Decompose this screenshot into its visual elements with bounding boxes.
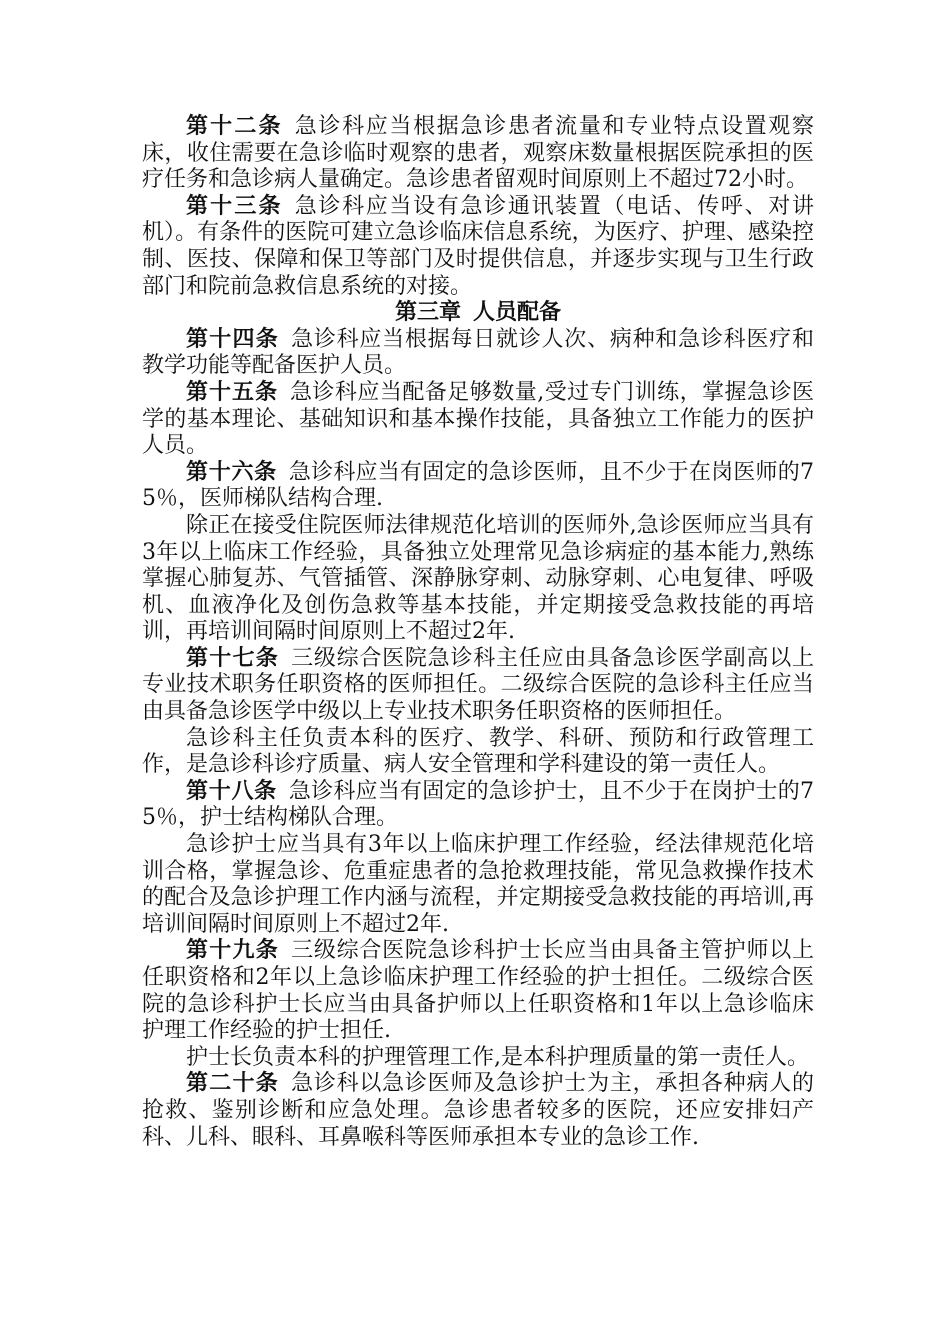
article-number: 第十五条 — [186, 379, 278, 405]
paragraph-text: 急诊科主任负责本科的医疗、教学、科研、预防和行政管理工作，是急诊科诊疗质量、病人安全管理和学科建设的第一责任人。 — [142, 725, 814, 778]
article-number: 第十六条 — [186, 459, 277, 485]
article-18-cont — [142, 832, 814, 938]
article-text: 急诊科应当有固定的急诊医师，且不少于在岗医师的75％，医师梯队结构合理. — [142, 459, 814, 512]
article-text: 急诊科应当根据急诊患者流量和专业特点设置观察床，收住需要在急诊临时观察的患者，观察床数量根据医院承担的医疗任务和急诊病人量确定。急诊患者留观时间原则上不超过72小时。 — [142, 114, 814, 193]
article-text: 急诊科应当根据每日就诊人次、病种和急诊科医疗和教学功能等配备医护人员。 — [142, 326, 814, 379]
chapter-title: 人员配备 — [473, 300, 562, 326]
article-17 — [142, 646, 814, 726]
article-text: 急诊科应当设有急诊通讯装置（电话、传呼、对讲机）。有条件的医院可建立急诊临床信息系统，为医疗、护理、感染控制、医技、保障和保卫等部门及时提供信息，并逐步实现与卫生行政部门和院前急救信息系统的对接。 — [142, 193, 814, 299]
article-17-cont — [142, 726, 814, 779]
article-number: 第十四条 — [186, 326, 280, 352]
article-18 — [142, 779, 814, 832]
article-19 — [142, 938, 814, 1044]
article-19-cont — [142, 1045, 814, 1072]
article-text: 急诊科应当有固定的急诊护士，且不少于在岗护士的75％，护士结构梯队合理。 — [142, 778, 814, 831]
article-20 — [142, 1071, 814, 1151]
article-number: 第十七条 — [186, 645, 280, 671]
article-14 — [142, 327, 814, 380]
article-16-cont — [142, 513, 814, 646]
chapter-heading — [142, 300, 814, 327]
paragraph-text: 护士长负责本科的护理管理工作,是本科护理质量的第一责任人。 — [186, 1044, 809, 1070]
document-page — [142, 114, 814, 1151]
article-13 — [142, 194, 814, 300]
article-number: 第十九条 — [186, 938, 280, 964]
article-12 — [142, 114, 814, 194]
article-number: 第二十条 — [186, 1071, 280, 1097]
article-text: 三级综合医院急诊科护士长应当由具备主管护师以上任职资格和2年以上急诊临床护理工作经验的护士担任。二级综合医院的急诊科护士长应当由具备护师以上任职资格和1年以上急诊临床护理工作经验的护士担任. — [142, 938, 814, 1044]
paragraph-text: 急诊护士应当具有3年以上临床护理工作经验，经法律规范化培训合格，掌握急诊、危重症患者的急抢救理技能，常见急救操作技术的配合及急诊护理工作内涵与流程，并定期接受急救技能的再培训,再培训间隔时间原则上不超过2年. — [142, 832, 814, 937]
chapter-number: 第三章 — [394, 300, 461, 326]
article-15 — [142, 380, 814, 460]
paragraph-text: 除正在接受住院医师法律规范化培训的医师外,急诊医师应当具有3年以上临床工作经验，具备独立处理常见急诊病症的基本能力,熟练掌握心肺复苏、气管插管、深静脉穿刺、动脉穿刺、心电复律、呼吸机、血液净化及创伤急救等基本技能，并定期接受急救技能的再培训，再培训间隔时间原则上不超过2年. — [142, 512, 814, 645]
article-text: 急诊科以急诊医师及急诊护士为主，承担各种病人的抢救、鉴别诊断和应急处理。急诊患者较多的医院，还应安排妇产科、儿科、眼科、耳鼻喉科等医师承担本专业的急诊工作. — [142, 1071, 814, 1150]
article-text: 急诊科应当配备足够数量,受过专门训练，掌握急诊医学的基本理论、基础知识和基本操作技能，具备独立工作能力的医护人员。 — [142, 379, 814, 459]
article-number: 第十三条 — [186, 193, 283, 219]
article-number: 第十二条 — [186, 114, 283, 139]
article-number: 第十八条 — [186, 778, 277, 804]
article-text: 三级综合医院急诊科主任应由具备急诊医学副高以上专业技术职务任职资格的医师担任。二级综合医院的急诊科主任应当由具备急诊医学中级以上专业技术职务任职资格的医师担任。 — [142, 645, 814, 725]
article-16 — [142, 460, 814, 513]
